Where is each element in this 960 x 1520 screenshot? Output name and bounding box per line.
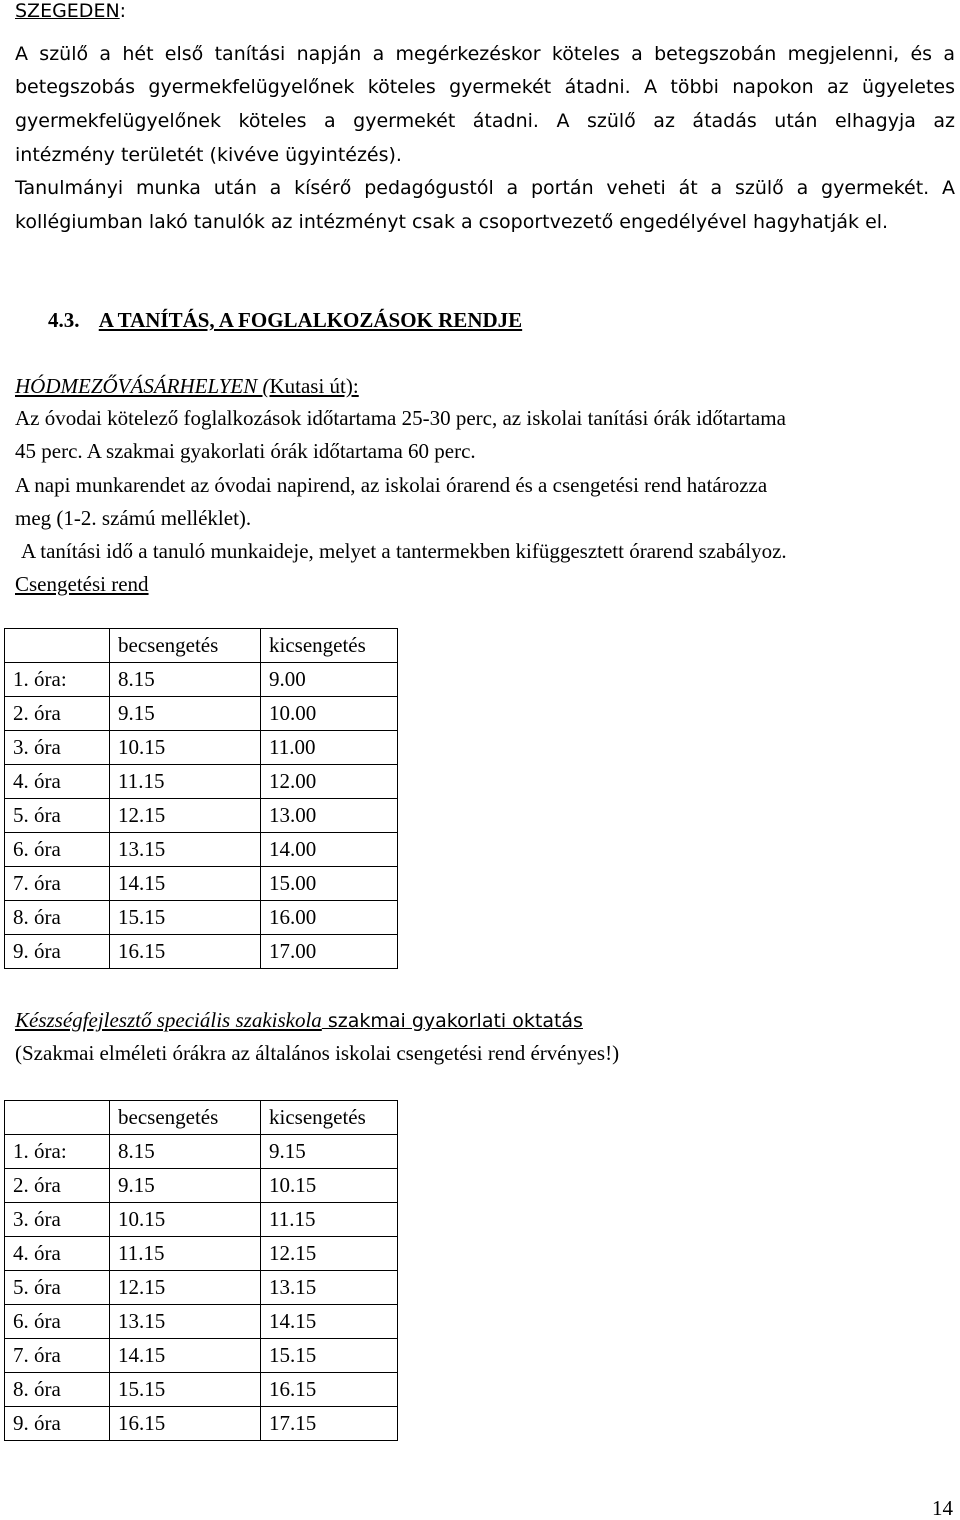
- bell-schedule-heading: Csengetési rend: [15, 572, 149, 596]
- table-cell: 13.00: [261, 799, 398, 833]
- table-header-cell: kicsengetés: [261, 1101, 398, 1135]
- table-cell: 16.15: [261, 1373, 398, 1407]
- section-heading: [48, 308, 522, 332]
- table-cell: 12.15: [110, 799, 261, 833]
- table-row: [5, 1305, 398, 1339]
- table-cell: 8. óra: [5, 1373, 110, 1407]
- table-row: [5, 765, 398, 799]
- table-cell: 14.15: [261, 1305, 398, 1339]
- table-cell: 11.15: [261, 1203, 398, 1237]
- table-cell: 12.15: [261, 1237, 398, 1271]
- table-cell: 9.15: [110, 697, 261, 731]
- table-row: [5, 935, 398, 969]
- table-cell: 15.00: [261, 867, 398, 901]
- intro-p2-line2: kollégiumban lakó tanulók az intézményt csak a csoportvezető engedélyével hagyhatják el.: [15, 211, 889, 233]
- table-cell: 13.15: [110, 833, 261, 867]
- table-cell: 10.15: [261, 1169, 398, 1203]
- section-title: A TANÍTÁS, A FOGLALKOZÁSOK RENDJE: [98, 308, 523, 332]
- table-header-cell: kicsengetés: [261, 629, 398, 663]
- table-cell: 17.15: [261, 1407, 398, 1441]
- table-cell: 4. óra: [5, 1237, 110, 1271]
- table-cell: 9.00: [261, 663, 398, 697]
- table-cell: 16.15: [110, 935, 261, 969]
- table-cell: 7. óra: [5, 867, 110, 901]
- section-p2-line2: meg (1-2. számú melléklet).: [15, 506, 252, 530]
- table-row: [5, 1135, 398, 1169]
- table-cell: 13.15: [110, 1305, 261, 1339]
- special-heading: [15, 1008, 583, 1033]
- table-cell: 1. óra:: [5, 1135, 110, 1169]
- table-cell: 9.15: [110, 1169, 261, 1203]
- table-row: [5, 867, 398, 901]
- table-cell: 5. óra: [5, 799, 110, 833]
- table-row: [5, 799, 398, 833]
- table-cell: 14.15: [110, 867, 261, 901]
- table-cell: 6. óra: [5, 833, 110, 867]
- table-header-cell: [5, 1101, 110, 1135]
- page-number: 14: [932, 1496, 953, 1520]
- table-row: [5, 833, 398, 867]
- table-cell: 11.15: [110, 765, 261, 799]
- table-row: [5, 1169, 398, 1203]
- table-cell: 11.00: [261, 731, 398, 765]
- table-cell: 10.15: [110, 731, 261, 765]
- location-italic: HÓDMEZŐVÁSÁRHELYEN (: [15, 374, 270, 398]
- table-cell: 8.15: [110, 663, 261, 697]
- table-cell: 12.00: [261, 765, 398, 799]
- table-cell: 9. óra: [5, 935, 110, 969]
- intro-p1-line2: betegszobás gyermekfelügyelőnek köteles gyermekét átadni. A többi napokon az ügyeletes: [15, 76, 955, 98]
- intro-heading: SZEGEDEN: [15, 0, 120, 22]
- table-header-row: [5, 1101, 398, 1135]
- table-cell: 2. óra: [5, 1169, 110, 1203]
- intro-p1-line1: A szülő a hét első tanítási napján a megérkezéskor köteles a betegszobán megjelenni, és a: [15, 43, 955, 65]
- table-cell: 10.15: [110, 1203, 261, 1237]
- table-cell: 1. óra:: [5, 663, 110, 697]
- table-cell: 3. óra: [5, 731, 110, 765]
- table-cell: 11.15: [110, 1237, 261, 1271]
- location-heading: [15, 374, 359, 398]
- table-row: [5, 697, 398, 731]
- table-cell: 15.15: [261, 1339, 398, 1373]
- table-cell: 14.00: [261, 833, 398, 867]
- table-row: [5, 663, 398, 697]
- table-row: [5, 901, 398, 935]
- table-cell: 17.00: [261, 935, 398, 969]
- table-cell: 4. óra: [5, 765, 110, 799]
- section-p3: A tanítási idő a tanuló munkaideje, melyet a tantermekben kifüggesztett órarend szabályoz.: [21, 539, 787, 563]
- table-cell: 9.15: [261, 1135, 398, 1169]
- table-cell: 8.15: [110, 1135, 261, 1169]
- bell-schedule-table-2: [4, 1100, 398, 1441]
- table-cell: 15.15: [110, 1373, 261, 1407]
- special-note: (Szakmai elméleti órákra az általános iskolai csengetési rend érvényes!): [15, 1041, 620, 1065]
- table-cell: 14.15: [110, 1339, 261, 1373]
- table-header-cell: becsengetés: [110, 1101, 261, 1135]
- table-cell: 2. óra: [5, 697, 110, 731]
- table-cell: 9. óra: [5, 1407, 110, 1441]
- bell-schedule-table-1: [4, 628, 398, 969]
- table-cell: 5. óra: [5, 1271, 110, 1305]
- table-row: [5, 1407, 398, 1441]
- table-row: [5, 1339, 398, 1373]
- table-cell: 15.15: [110, 901, 261, 935]
- table-cell: 16.15: [110, 1407, 261, 1441]
- section-p2-line1: A napi munkarendet az óvodai napirend, az iskolai órarend és a csengetési rend határozza: [15, 473, 768, 497]
- table-header-cell: becsengetés: [110, 629, 261, 663]
- intro-heading-colon: :: [119, 0, 127, 22]
- table-cell: 7. óra: [5, 1339, 110, 1373]
- table-row: [5, 1373, 398, 1407]
- section-number: 4.3.: [48, 308, 80, 332]
- table-cell: 16.00: [261, 901, 398, 935]
- table-cell: 6. óra: [5, 1305, 110, 1339]
- table-cell: 12.15: [110, 1271, 261, 1305]
- table-row: [5, 1271, 398, 1305]
- table-cell: 3. óra: [5, 1203, 110, 1237]
- table-row: [5, 1203, 398, 1237]
- intro-heading-wrap: [15, 0, 126, 22]
- special-title-italic: Készségfejlesztő speciális szakiskola: [15, 1008, 322, 1032]
- section-p1-line2: 45 perc. A szakmai gyakorlati órák időtartama 60 perc.: [15, 439, 476, 463]
- table-cell: 10.00: [261, 697, 398, 731]
- table-header-row: [5, 629, 398, 663]
- intro-p1-line4: intézmény területét (kivéve ügyintézés).: [15, 144, 402, 166]
- intro-p2-line1: Tanulmányi munka után a kísérő pedagógustól a portán veheti át a szülő a gyermekét. A: [15, 177, 955, 199]
- intro-p1-line3: gyermekfelügyelőnek köteles a gyermekét átadni. A szülő az átadás után elhagyja az: [15, 110, 955, 132]
- location-rest: Kutasi út):: [269, 374, 359, 398]
- table-header-cell: [5, 629, 110, 663]
- table-row: [5, 731, 398, 765]
- table-cell: 8. óra: [5, 901, 110, 935]
- special-title-rest: szakmai gyakorlati oktatás: [321, 1010, 583, 1032]
- table-row: [5, 1237, 398, 1271]
- table-cell: 13.15: [261, 1271, 398, 1305]
- section-p1-line1: Az óvodai kötelező foglalkozások időtartama 25-30 perc, az iskolai tanítási órák időtartama: [15, 406, 786, 430]
